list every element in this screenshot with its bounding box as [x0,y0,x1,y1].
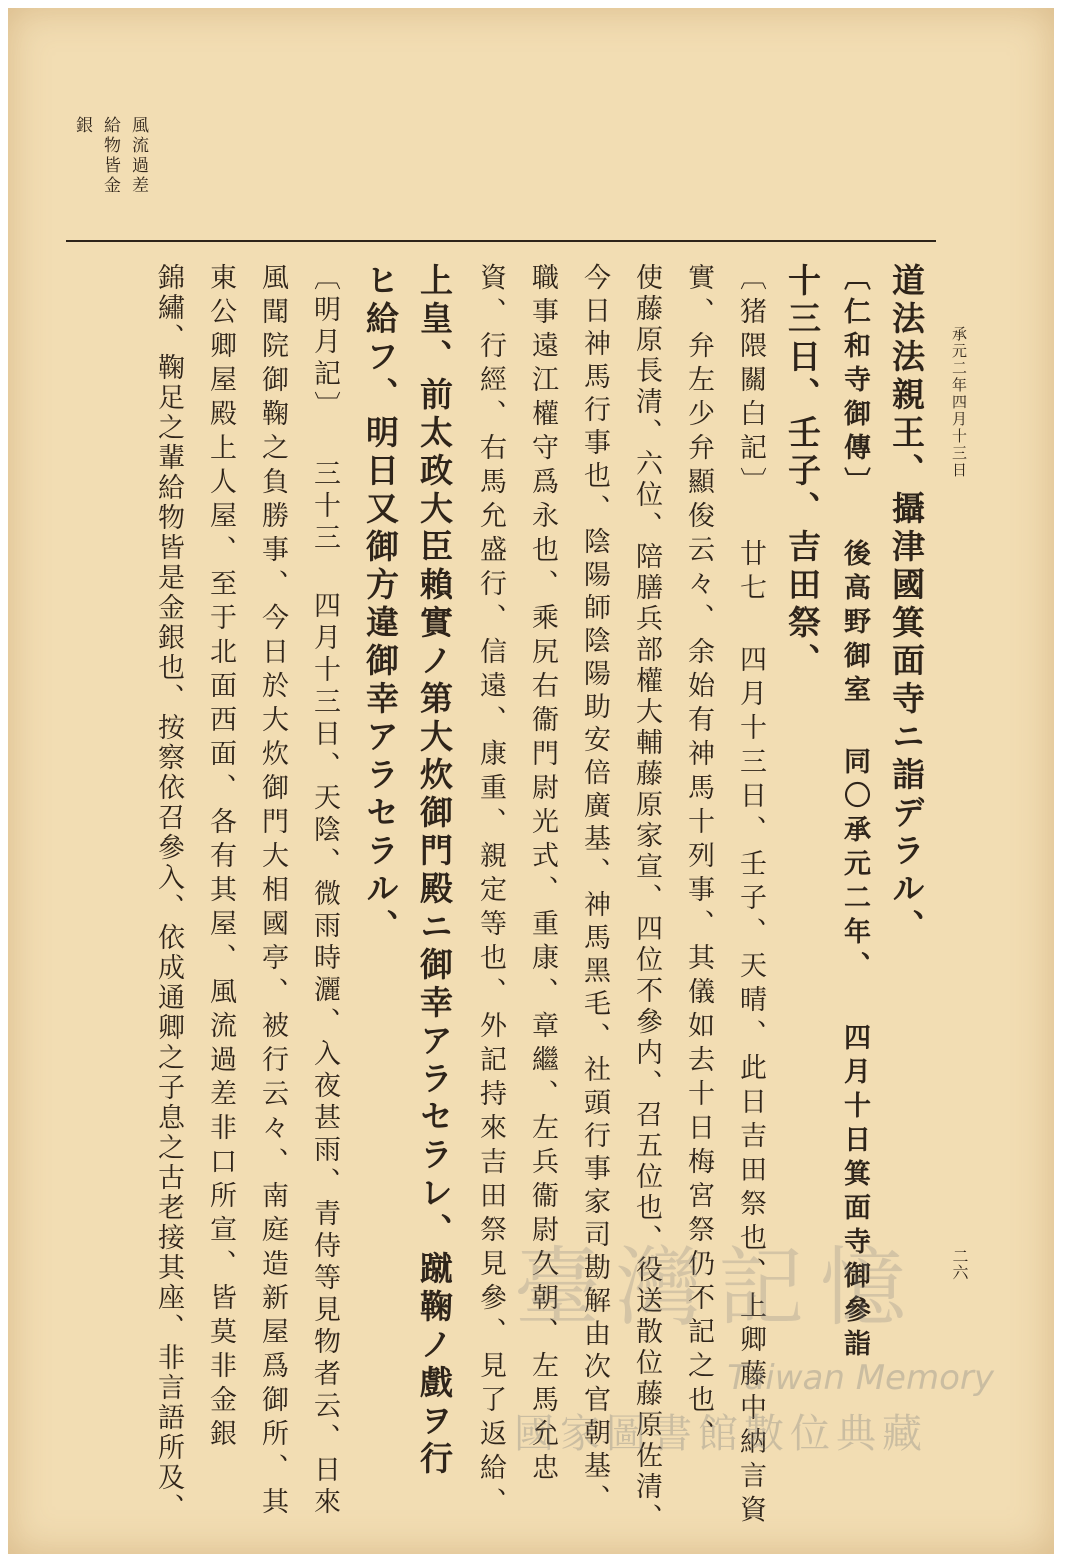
document-page [8,8,1054,1554]
margin-note-2: 給物皆金 [100,116,120,196]
margin-note-1: 風流過差 [128,116,148,196]
heading-line-3: 十三日、壬子、吉田祭、 [783,263,822,681]
margin-note-3: 銀 [72,116,92,136]
page-number: 二六 [950,1248,969,1280]
watermark-subtitle: 國家圖書館數位典藏 [514,1411,928,1457]
text-line-12: 〔明月記〕 三十三 四月十三日、天陰、微雨時灑、入夜甚雨、青侍等見物者云、日來 [309,263,340,1519]
text-line-9: 資、行經、右馬允盛行、信遠、康重、親定等也、外記持來吉田祭見參、見了返給、 [475,263,506,1521]
text-line-13: 風聞院御鞠之負勝事、今日於大炊御門大相國亭、被行云々、南庭造新屋爲御所、其 [257,263,288,1521]
heading-line-11: ヒ給フ、明日又御方違御幸アラセラル、 [361,263,400,947]
text-line-7: 今日神馬行事也、陰陽師陰陽助安倍廣基、神馬黑毛、社頭行事家司勘解由次官朝基、 [579,263,610,1517]
text-line-2: 〔仁和寺御傳〕 後高野御室 同〇承元二年、 四月十日箕面寺御參詣 [839,263,870,1363]
text-line-5: 實、弁左少弁顯俊云々、余始有神馬十列事、其儀如去十日梅宮祭仍不記之也、 [683,263,714,1453]
header-rule [66,240,936,242]
text-line-14: 東公卿屋殿上人屋、至于北面西面、各有其屋、風流過差非口所宣、皆莫非金銀 [205,263,236,1453]
text-line-4: 〔猪隈關白記〕 廿七 四月十三日、壬子、天晴、此日吉田祭也、上卿藤中納言資 [735,263,766,1529]
watermark-title-cn: 臺灣記憶 [514,1238,922,1338]
watermark-title-en: Taiwan Memory [727,1358,994,1398]
heading-line-1: 道法法親王、攝津國箕面寺ニ詣デラル、 [887,263,926,947]
heading-line-10: 上皇、前太政大臣賴實ノ第大炊御門殿ニ御幸アラセラレ、蹴鞠ノ戲ヲ行 [415,263,454,1479]
text-line-6: 使藤原長清、六位、陪膳兵部權大輔藤原家宣、四位不參内、召五位也、役送散位藤原佐清、 [631,263,662,1534]
text-line-15: 錦繡、鞠足之輩給物皆是金銀也、按察依召參入、依成通卿之子息之古老接其座、非言語所及、 [153,263,184,1523]
text-line-8: 職事遠江權守爲永也、乘尻右衞門尉光式、重康、章繼、左兵衞尉久朝、左馬允忠 [527,263,558,1487]
header-date: 承元二年四月十三日 [950,326,968,479]
